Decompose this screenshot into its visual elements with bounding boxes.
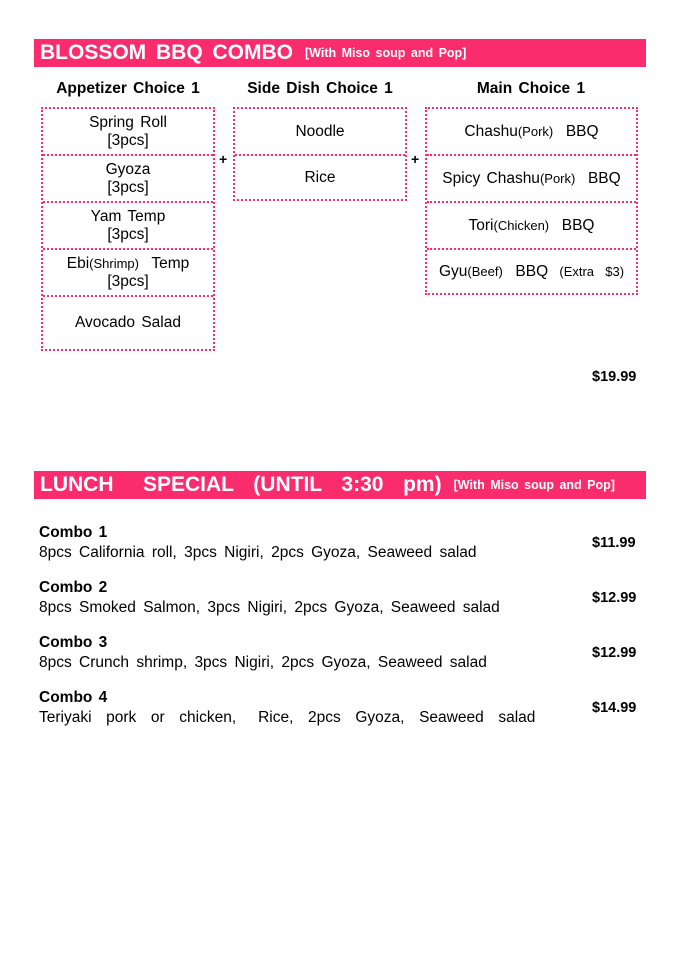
plus-sign: +: [411, 151, 420, 167]
side-dish-option: Rice: [304, 168, 336, 186]
appetizer-option: Spring Roll [3pcs]: [89, 113, 167, 149]
combo-price: $12.99: [592, 590, 637, 606]
combo-price: $11.99: [592, 535, 636, 551]
combo-description: Teriyaki pork or chicken, Rice, 2pcs Gyoza, Seaweed salad: [39, 709, 536, 726]
appetizer-option: Gyoza [3pcs]: [105, 160, 151, 196]
combo-description: 8pcs California roll, 3pcs Nigiri, 2pcs Gyoza, Seaweed salad: [39, 544, 477, 561]
bbq-combo-title: BLOSSOM BBQ COMBO: [40, 41, 293, 64]
main-column-heading: Main Choice 1: [476, 80, 586, 97]
combo-name: Combo 4: [39, 689, 108, 706]
combo-price: $12.99: [592, 645, 637, 661]
lunch-special-banner: [34, 471, 646, 499]
lunch-special-title: LUNCH SPECIAL (UNTIL 3:30 pm): [40, 473, 442, 496]
combo-description: 8pcs Crunch shrimp, 3pcs Nigiri, 2pcs Gyoza, Seaweed salad: [39, 654, 487, 671]
bbq-combo-price: $19.99: [592, 369, 637, 385]
appetizer-options-box: [41, 107, 215, 351]
main-option: Tori(Chicken) BBQ: [468, 216, 595, 234]
side-column-heading: Side Dish Choice 1: [247, 80, 393, 97]
combo-name: Combo 2: [39, 579, 108, 596]
combo-name: Combo 3: [39, 634, 108, 651]
lunch-special-subtitle: [With Miso soup and Pop]: [453, 478, 615, 492]
main-option: Chashu(Pork) BBQ: [464, 122, 599, 140]
bbq-combo-banner: [34, 39, 646, 67]
appetizer-option: Avocado Salad: [75, 314, 181, 331]
combo-description: 8pcs Smoked Salmon, 3pcs Nigiri, 2pcs Gyoza, Seaweed salad: [39, 599, 500, 616]
main-option: Spicy Chashu(Pork) BBQ: [442, 169, 621, 187]
main-options-box: [425, 107, 638, 295]
side-dish-options-box: [233, 107, 407, 201]
combo-price: $14.99: [592, 700, 637, 716]
appetizer-option: Yam Temp [3pcs]: [90, 207, 166, 243]
side-dish-option: Noodle: [295, 122, 345, 140]
combo-name: Combo 1: [39, 524, 108, 541]
plus-sign: +: [219, 151, 228, 167]
main-option: Gyu(Beef) BBQ (Extra $3): [438, 262, 625, 280]
appetizer-column-heading: Appetizer Choice 1: [56, 80, 200, 97]
appetizer-option: Ebi(Shrimp) Temp [3pcs]: [66, 254, 190, 290]
bbq-combo-subtitle: [With Miso soup and Pop]: [305, 46, 467, 60]
